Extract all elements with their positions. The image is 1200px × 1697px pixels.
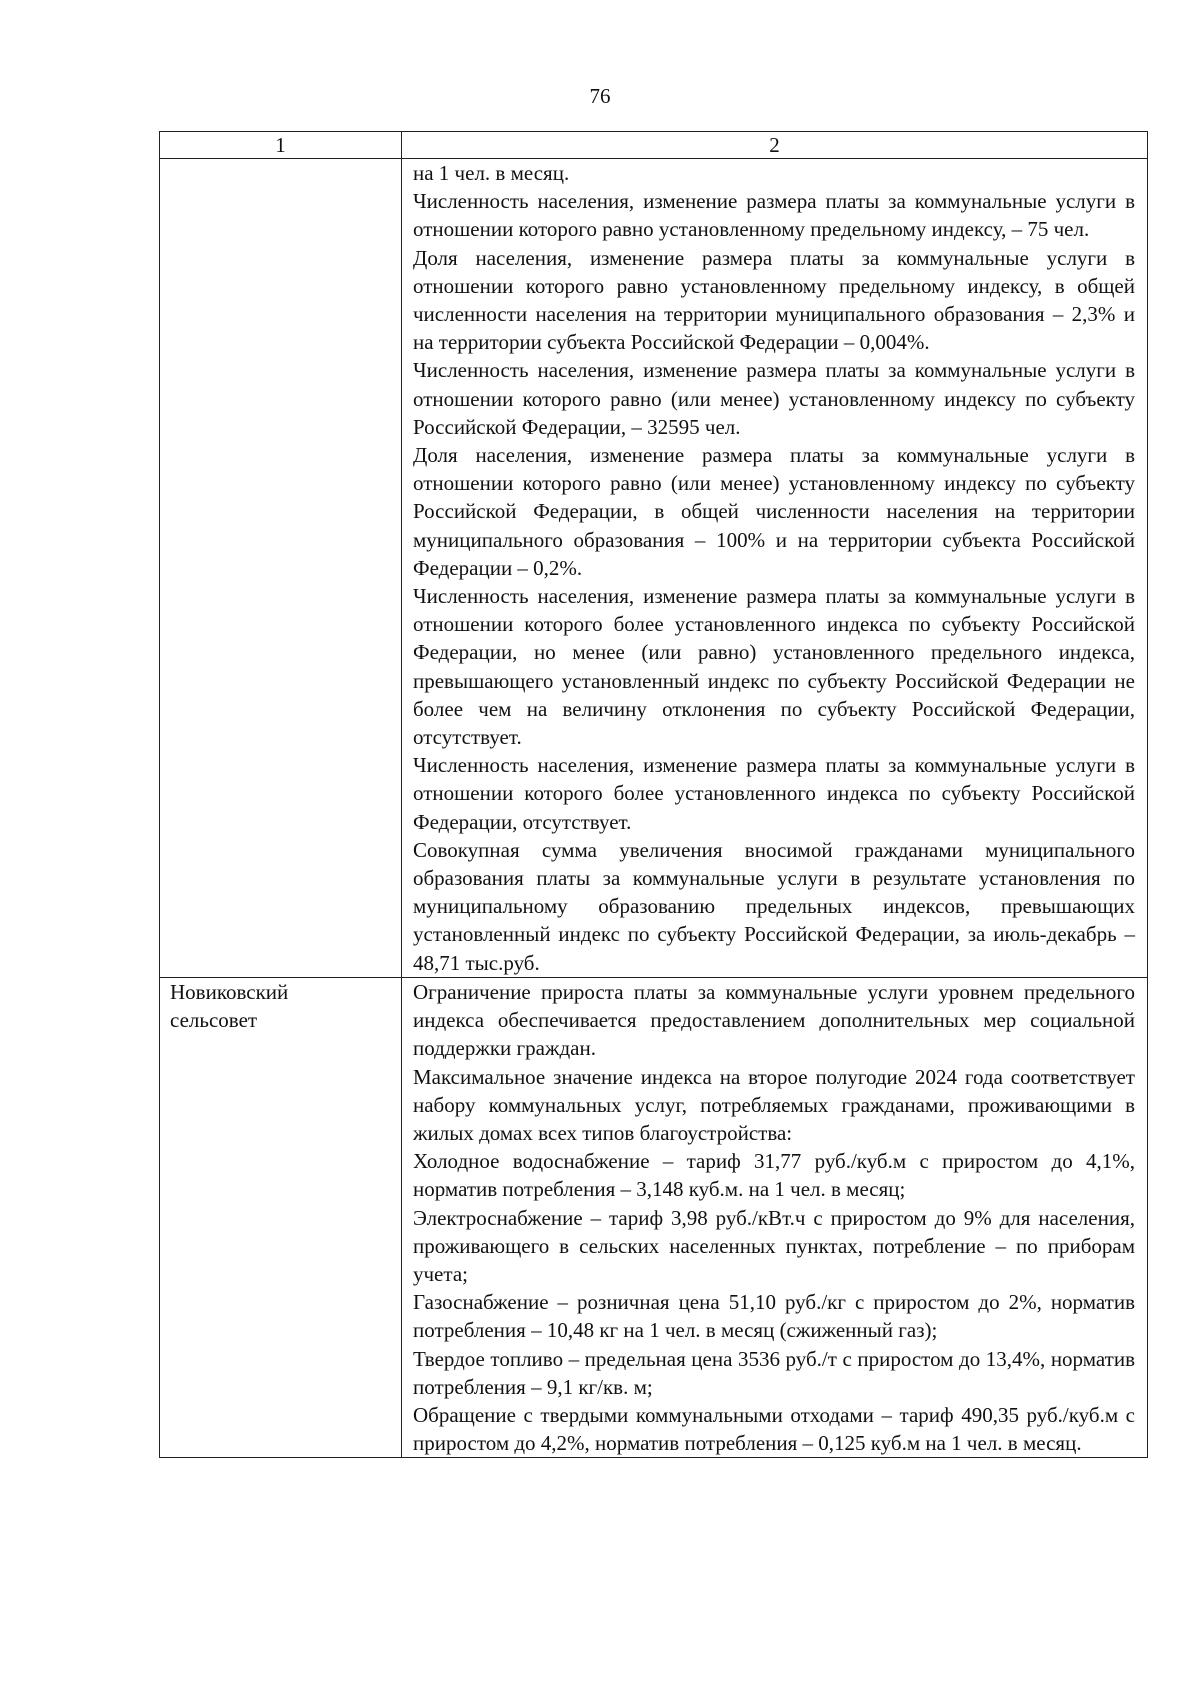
paragraph: Максимальное значение индекса на второе полугодие 2024 года соответствует набору коммунальных услуг, потребляемых гражданами, проживающими в жилых домах всех типов благоустройства:	[413, 1064, 1135, 1145]
table-row	[160, 159, 1148, 978]
paragraph: на 1 чел. в месяц.	[413, 161, 570, 185]
paragraph: Доля населения, изменение размера платы за коммунальные услуги в отношении которого равно (или менее) установленному индексу по субъекту Российской Федерации, в общей численности населения на территории муниципального образования – 100% и на территории субъекта Российской Федерации – 0,2%.	[413, 443, 1135, 580]
paragraph: Газоснабжение – розничная цена 51,10 руб./кг с приростом до 2%, норматив потребления – 10,48 кг на 1 чел. в месяц (сжиженный газ);	[413, 1290, 1135, 1343]
description-cell	[402, 977, 1148, 1457]
paragraph: Доля населения, изменение размера платы за коммунальные услуги в отношении которого равно установленному предельному индексу, в общей численности населения на территории муниципального образования – 2,3% и на территории субъекта Российской Федерации – 0,004%.	[413, 245, 1135, 355]
paragraph: Твердое топливо – предельная цена 3536 руб./т с приростом до 13,4%, норматив потребления – 9,1 кг/кв. м;	[413, 1346, 1135, 1399]
description-cell	[402, 159, 1148, 978]
municipality-name-line: сельсовет	[170, 1007, 258, 1032]
page-number: 76	[589, 84, 611, 108]
paragraph: Совокупная сумма увеличения вносимой гражданами муниципального образования платы за коммунальные услуги в результате установления по муниципальному образованию предельных индексов, превышающих установленный индекс по субъекту Российской Федерации, за июль-декабрь – 48,71 тыс.руб.	[413, 837, 1135, 975]
paragraph: Численность населения, изменение размера платы за коммунальные услуги в отношении которого равно установленному предельному индексу, – 75 чел.	[413, 189, 1135, 242]
paragraph: Обращение с твердыми коммунальными отходами – тариф 490,35 руб./куб.м с приростом до 4,2%, норматив потребления – 0,125 куб.м на 1 чел. в месяц.	[413, 1402, 1135, 1456]
paragraph: Холодное водоснабжение – тариф 31,77 руб./куб.м с приростом до 4,1%, норматив потребления – 3,148 куб.м. на 1 чел. в месяц;	[413, 1149, 1135, 1202]
paragraph: Ограничение прироста платы за коммунальные услуги уровнем предельного индекса обеспечивается предоставлением дополнительных мер социальной поддержки граждан.	[413, 979, 1135, 1061]
municipality-name-line: Новиковский	[170, 979, 289, 1004]
municipality-name-cell	[160, 159, 402, 978]
column-header-1: 1	[160, 132, 402, 159]
paragraph: Электроснабжение – тариф 3,98 руб./кВт.ч с приростом до 9% для населения, проживающего в сельских населенных пунктах, потребление – по приборам учета;	[413, 1205, 1135, 1286]
data-table	[159, 131, 1148, 1458]
municipality-name-cell	[160, 977, 402, 1457]
paragraph: Численность населения, изменение размера платы за коммунальные услуги в отношении которого равно (или менее) установленному индексу по субъекту Российской Федерации, – 32595 чел.	[413, 358, 1135, 439]
paragraph: Численность населения, изменение размера платы за коммунальные услуги в отношении которого более установленного индекса по субъекту Российской Федерации, но менее (или равно) установленного предельного индекса, превышающего установленный индекс по субъекту Российской Федерации не более чем на величину отклонения по субъекту Российской Федерации, отсутствует.	[413, 584, 1135, 750]
column-header-2: 2	[402, 132, 1148, 159]
table-row	[160, 977, 1148, 1457]
table-header-row	[160, 132, 1148, 159]
paragraph: Численность населения, изменение размера платы за коммунальные услуги в отношении которого более установленного индекса по субъекту Российской Федерации, отсутствует.	[413, 753, 1135, 834]
